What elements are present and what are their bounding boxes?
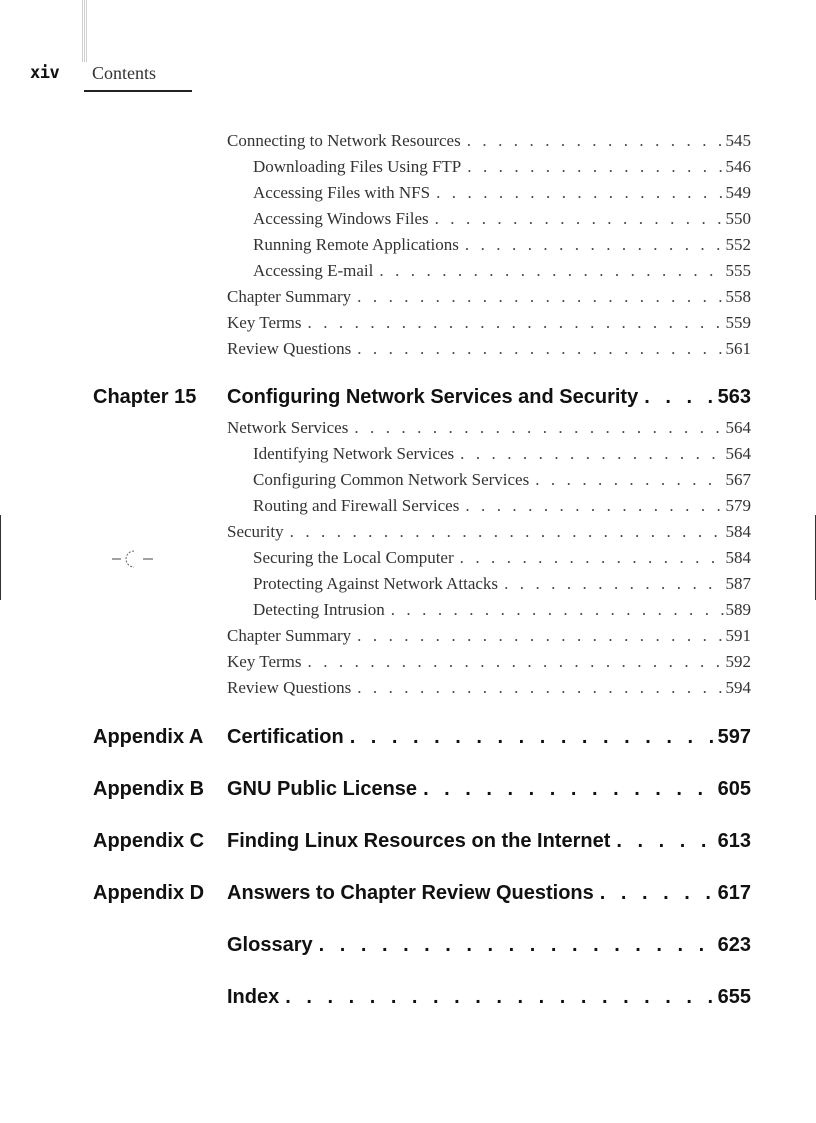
dot-leader: [391, 600, 724, 620]
dot-leader: [436, 183, 723, 203]
header-rule: [84, 90, 192, 92]
dot-leader: [357, 339, 723, 359]
entry-title: Configuring Common Network Services: [253, 470, 530, 489]
entry-page: 555: [725, 261, 751, 280]
appendix-title: Finding Linux Resources on the Internet: [227, 830, 611, 852]
chapter-title: Configuring Network Services and Security: [227, 386, 639, 408]
dot-leader: [308, 652, 724, 672]
appendix-heading[interactable]: [227, 778, 751, 801]
entry-title: Accessing E-mail: [253, 261, 374, 280]
entry-page: 558: [725, 287, 751, 306]
appendix-heading[interactable]: [227, 726, 751, 749]
toc-entry[interactable]: [227, 418, 751, 438]
entry-page: 564: [725, 444, 751, 463]
toc-entry[interactable]: [253, 600, 751, 620]
dot-leader: [308, 313, 724, 333]
toc-entry[interactable]: [253, 261, 751, 281]
dot-leader: [616, 830, 715, 853]
dot-leader: [460, 548, 724, 568]
toc-entry[interactable]: [253, 574, 751, 594]
toc-entry[interactable]: [253, 209, 751, 229]
toc-entry[interactable]: [253, 496, 751, 516]
entry-title: Protecting Against Network Attacks: [253, 574, 499, 593]
entry-page: 589: [725, 600, 751, 619]
dot-leader: [460, 444, 723, 464]
dot-leader: [435, 209, 724, 229]
appendix-label: Appendix D: [93, 882, 205, 904]
entry-title: Chapter Summary: [227, 626, 352, 645]
toc-entry[interactable]: [253, 157, 751, 177]
entry-page: 591: [725, 626, 751, 645]
dot-leader: [535, 470, 723, 490]
entry-page: 594: [725, 678, 751, 697]
dot-leader: [465, 235, 724, 255]
entry-title: Identifying Network Services: [253, 444, 455, 463]
toc-entry[interactable]: [253, 235, 751, 255]
dot-leader: [644, 386, 715, 409]
dot-leader: [504, 574, 723, 594]
appendix-heading[interactable]: [227, 882, 751, 905]
entry-title: Downloading Files Using FTP: [253, 157, 462, 176]
toc-entry[interactable]: [227, 339, 751, 359]
toc-entry[interactable]: [227, 131, 751, 151]
appendix-page: 617: [717, 882, 751, 904]
entry-page: 559: [725, 313, 751, 332]
appendix-page: 597: [717, 726, 751, 748]
entry-page: 587: [725, 574, 751, 593]
entry-title: Accessing Files with NFS: [253, 183, 431, 202]
entry-page: 584: [725, 522, 751, 541]
appendix-page: 613: [717, 830, 751, 852]
toc-entry[interactable]: [227, 313, 751, 333]
glossary-heading[interactable]: [227, 934, 751, 957]
dot-leader: [354, 418, 723, 438]
entry-title: Accessing Windows Files: [253, 209, 429, 228]
dot-leader: [379, 261, 723, 281]
appendix-heading[interactable]: [227, 830, 751, 853]
dot-leader: [319, 934, 716, 957]
entry-page: 584: [725, 548, 751, 567]
index-heading[interactable]: [227, 986, 751, 1009]
dot-leader: [357, 678, 723, 698]
running-head: Contents: [92, 63, 157, 83]
index-page: 655: [717, 986, 751, 1008]
entry-page: 550: [725, 209, 751, 228]
dot-leader: [467, 131, 724, 151]
toc-entry[interactable]: [227, 652, 751, 672]
appendix-title: GNU Public License: [227, 778, 418, 800]
dot-leader: [357, 626, 723, 646]
entry-page: 567: [725, 470, 751, 489]
dot-leader: [465, 496, 723, 516]
entry-title: Key Terms: [227, 652, 302, 671]
appendix-label: Appendix C: [93, 830, 205, 852]
toc-entry[interactable]: [227, 522, 751, 542]
appendix-label: Appendix A: [93, 726, 204, 748]
toc-entry[interactable]: [253, 470, 751, 490]
entry-title: Connecting to Network Resources: [227, 131, 461, 150]
toc-entry[interactable]: [227, 678, 751, 698]
entry-title: Chapter Summary: [227, 287, 352, 306]
entry-page: 592: [725, 652, 751, 671]
toc-entry[interactable]: [227, 626, 751, 646]
entry-title: Review Questions: [227, 678, 352, 697]
entry-page: 561: [725, 339, 751, 358]
glossary-title: Glossary: [227, 934, 313, 956]
entry-title: Running Remote Applications: [253, 235, 459, 254]
dot-leader: [600, 882, 716, 905]
toc-entry[interactable]: [253, 183, 751, 203]
entry-page: 549: [725, 183, 751, 202]
appendix-title: Answers to Chapter Review Questions: [227, 882, 594, 904]
glossary-page: 623: [717, 934, 751, 956]
chapter-page: 563: [717, 386, 751, 408]
entry-title: Routing and Firewall Services: [253, 496, 460, 515]
chapter-label: Chapter 15: [93, 386, 197, 408]
entry-title: Network Services: [227, 418, 349, 437]
page-number: xiv: [30, 63, 60, 83]
entry-title: Detecting Intrusion: [253, 600, 385, 619]
dot-leader: [467, 157, 723, 177]
crop-mark-left: [0, 515, 1, 600]
entry-page: 579: [725, 496, 751, 515]
appendix-page: 605: [717, 778, 751, 800]
entry-title: Review Questions: [227, 339, 352, 358]
toc-entry[interactable]: [253, 548, 751, 568]
entry-page: 546: [725, 157, 751, 176]
entry-title: Key Terms: [227, 313, 302, 332]
entry-page: 564: [725, 418, 751, 437]
dot-leader: [357, 287, 723, 307]
appendix-title: Certification: [227, 726, 344, 748]
dot-leader: [290, 522, 724, 542]
appendix-label: Appendix B: [93, 778, 205, 800]
binding-edge: [82, 0, 88, 62]
toc-entry[interactable]: [253, 444, 751, 464]
entry-title: Security: [227, 522, 284, 541]
dot-leader: [350, 726, 716, 749]
registration-mark-icon: [112, 548, 162, 570]
dot-leader: [423, 778, 716, 801]
dot-leader: [285, 986, 715, 1009]
toc-entry[interactable]: [227, 287, 751, 307]
entry-title: Securing the Local Computer: [253, 548, 454, 567]
entry-page: 545: [725, 131, 751, 150]
chapter-heading[interactable]: [227, 386, 751, 409]
entry-page: 552: [725, 235, 751, 254]
index-title: Index: [227, 986, 280, 1008]
